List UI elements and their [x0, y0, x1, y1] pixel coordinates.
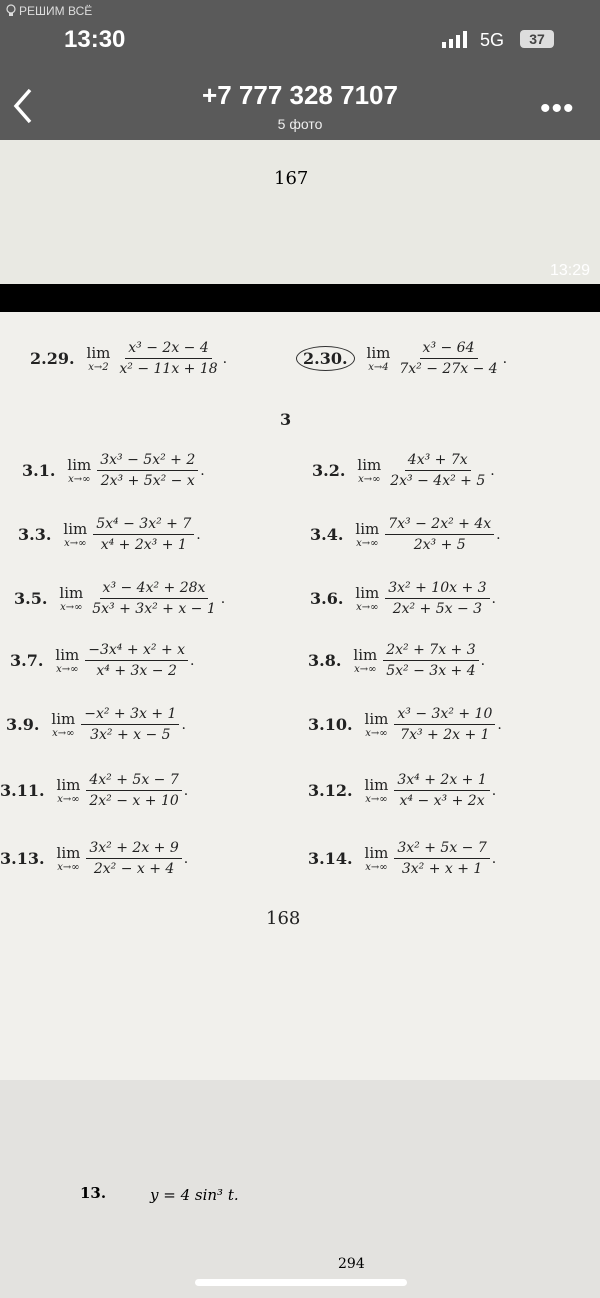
- problem-3-9: 3.9. lim x→∞ $\frac{\text{−x² + 3x + 1}}{\text{3x² + x − 5}}$ .: [6, 706, 186, 743]
- photo-top-page: [0, 140, 600, 284]
- problem-3-8: 3.8. lim x→∞ $\frac{\text{2x² + 7x + 3}}{\text{5x² − 3x + 4}}$ .: [308, 642, 486, 679]
- problem-3-6: 3.6. lim x→∞ $\frac{\text{3x² + 10x + 3}}{\text{2x² + 5x − 3}}$ .: [310, 580, 496, 617]
- lower-expression: y = 4 sin³ t.: [150, 1186, 239, 1204]
- lower-page: [0, 1080, 600, 1298]
- home-indicator[interactable]: [195, 1279, 407, 1286]
- problem-3-13: 3.13. lim x→∞ $\frac{\text{3x² + 2x + 9}}{\text{2x² − x + 4}}$ .: [0, 840, 189, 877]
- photo-viewer[interactable]: [0, 140, 600, 1298]
- problem-3-1: 3.1. lim x→∞ $\frac{\text{3x³ − 5x² + 2}}{\text{2x³ + 5x² − x}}$ .: [22, 452, 205, 489]
- problem-3-7: 3.7. lim x→∞ $\frac{\text{−3x⁴ + x² + x}}{\text{x⁴ + 3x − 2}}$ .: [10, 642, 195, 679]
- problem-3-4: 3.4. lim x→∞ $\frac{\text{7x³ − 2x² + 4x}}{\text{2x³ + 5}}$ .: [310, 516, 501, 553]
- problem-2-29: 2.29. lim x→2 $\frac{\text{x³ − 2x − 4}}{\text{x² − 11x + 18}}$ .: [30, 340, 228, 377]
- problem-3-11: 3.11. lim x→∞ $\frac{\text{4x² + 5x − 7}}{\text{2x² − x + 10}}$ .: [0, 772, 189, 809]
- problem-3-5: 3.5. lim x→∞ $\frac{\text{x³ − 4x² + 28x}}{\text{5x³ + 3x² + x − 1}}$ .: [14, 580, 226, 617]
- problem-3-10: 3.10. lim x→∞ $\frac{\text{x³ − 3x² + 10}}{\text{7x³ + 2x + 1}}$ .: [308, 706, 502, 743]
- signal-icon: [442, 30, 470, 48]
- bulb-icon: [6, 4, 16, 18]
- status-time: 13:30: [64, 26, 126, 53]
- brand-watermark: [6, 4, 92, 18]
- page-number-top: 167: [274, 168, 309, 189]
- chat-title: +7 777 328 7107: [202, 80, 398, 110]
- problem-3-14: 3.14. lim x→∞ $\frac{\text{3x² + 5x − 7}}{\text{3x² + x + 1}}$ .: [308, 840, 497, 877]
- section-number: 3: [280, 410, 292, 429]
- lower-page-number: 294: [338, 1256, 365, 1272]
- top-bar: [0, 0, 600, 140]
- problem-3-12: 3.12. lim x→∞ $\frac{\text{3x⁴ + 2x + 1}}{\text{x⁴ − x³ + 2x}}$ .: [308, 772, 497, 809]
- problem-3-3: 3.3. lim x→∞ $\frac{\text{5x⁴ − 3x² + 7}}{\text{x⁴ + 2x³ + 1}}$ .: [18, 516, 201, 553]
- message-timestamp: 13:29: [549, 262, 590, 279]
- textbook-page: [0, 312, 600, 1192]
- more-icon[interactable]: •••: [540, 92, 575, 125]
- problem-2-30: 2.30. lim x→4 $\frac{\text{x³ − 64}}{\text{7x² − 27x − 4}}$ .: [296, 340, 507, 377]
- lower-item-number: 13.: [80, 1184, 107, 1202]
- battery-level: 37: [520, 30, 554, 48]
- network-label: 5G: [480, 30, 505, 50]
- brand-text: РЕШИМ ВСЁ: [19, 4, 93, 18]
- page-number-168: 168: [266, 908, 301, 929]
- problem-3-2: 3.2. lim x→∞ $\frac{\text{4x³ + 7x}}{\text{2x³ − 4x² + 5}}$ .: [312, 452, 495, 489]
- chat-subtitle: 5 фото: [277, 116, 323, 132]
- separator-bar: [0, 284, 600, 312]
